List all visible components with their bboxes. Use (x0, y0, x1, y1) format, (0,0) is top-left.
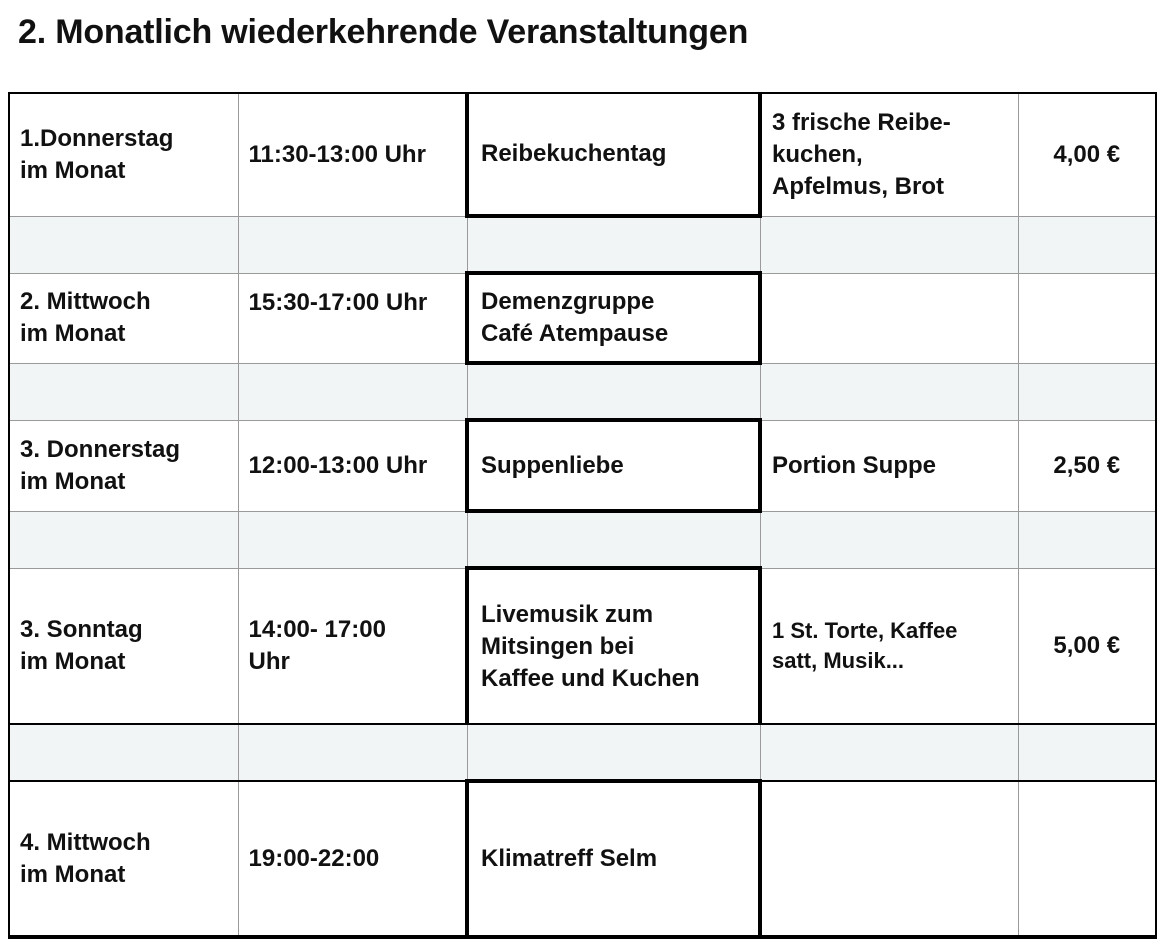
spacer-row (9, 216, 1156, 273)
day-text: 4. Mittwoch (20, 828, 151, 856)
offer-cell (760, 93, 1018, 216)
offer-text: kuchen, (772, 140, 863, 168)
offer-cell (760, 781, 1018, 937)
event-text: Café Atempause (481, 320, 669, 347)
time-cell (238, 568, 467, 724)
event-text: Mitsingen bei (481, 632, 635, 660)
event-cell (467, 420, 760, 511)
day-text: im Monat (20, 156, 126, 184)
day-cell (9, 93, 238, 216)
spacer-row (9, 724, 1156, 781)
day-text: 3. Donnerstag (20, 435, 181, 463)
event-text: Demenzgruppe (481, 288, 655, 315)
offer-text: Apfelmus, Brot (772, 172, 945, 200)
event-text: Suppenliebe (481, 451, 624, 479)
time-text: Uhr (248, 647, 290, 675)
time-text: 19:00-22:00 (248, 844, 380, 872)
table-row (9, 781, 1156, 937)
day-cell (9, 273, 238, 363)
price-cell (1018, 93, 1156, 216)
event-text: Livemusik zum (481, 600, 654, 628)
day-text: im Monat (20, 320, 126, 347)
offer-cell (760, 568, 1018, 724)
event-cell (467, 93, 760, 216)
table-row (9, 420, 1156, 511)
event-cell (467, 273, 760, 363)
offer-cell (760, 273, 1018, 363)
price-cell (1018, 273, 1156, 363)
time-cell (238, 93, 467, 216)
day-text: 1.Donnerstag (20, 124, 174, 152)
day-cell (9, 781, 238, 937)
table-row (9, 568, 1156, 724)
table-row (9, 273, 1156, 363)
spacer-row (9, 511, 1156, 568)
time-cell (238, 420, 467, 511)
event-cell (467, 568, 760, 724)
spacer-row (9, 363, 1156, 420)
table-row (9, 93, 1156, 216)
offer-cell (760, 420, 1018, 511)
time-text: 12:00-13:00 Uhr (248, 451, 428, 479)
time-cell (238, 273, 467, 363)
price-text: 5,00 € (1053, 631, 1121, 659)
time-text: 14:00- 17:00 (248, 615, 386, 643)
price-text: 2,50 € (1053, 451, 1121, 479)
page-title: 2. Monatlich wiederkehrende Veranstaltungen (18, 13, 749, 51)
event-text: Klimatreff Selm (481, 845, 658, 872)
time-text: 11:30-13:00 Uhr (248, 140, 426, 168)
day-cell (9, 420, 238, 511)
price-cell (1018, 568, 1156, 724)
day-text: im Monat (20, 647, 126, 675)
offer-text: 1 St. Torte, Kaffee (772, 617, 958, 643)
event-cell (467, 781, 760, 937)
day-text: 2. Mittwoch (20, 288, 151, 315)
time-text: 15:30-17:00 Uhr (248, 288, 428, 316)
price-cell (1018, 781, 1156, 937)
time-cell (238, 781, 467, 937)
price-cell (1018, 420, 1156, 511)
day-cell (9, 568, 238, 724)
day-text: im Monat (20, 860, 126, 888)
offer-text: 3 frische Reibe- (772, 108, 951, 136)
event-text: Kaffee und Kuchen (481, 664, 700, 692)
day-text: 3. Sonntag (20, 615, 143, 643)
event-text: Reibekuchentag (481, 140, 667, 167)
price-text: 4,00 € (1053, 140, 1121, 168)
offer-text: Portion Suppe (772, 451, 936, 479)
day-text: im Monat (20, 467, 126, 495)
offer-text: satt, Musik... (772, 647, 905, 673)
events-table (8, 92, 1157, 939)
